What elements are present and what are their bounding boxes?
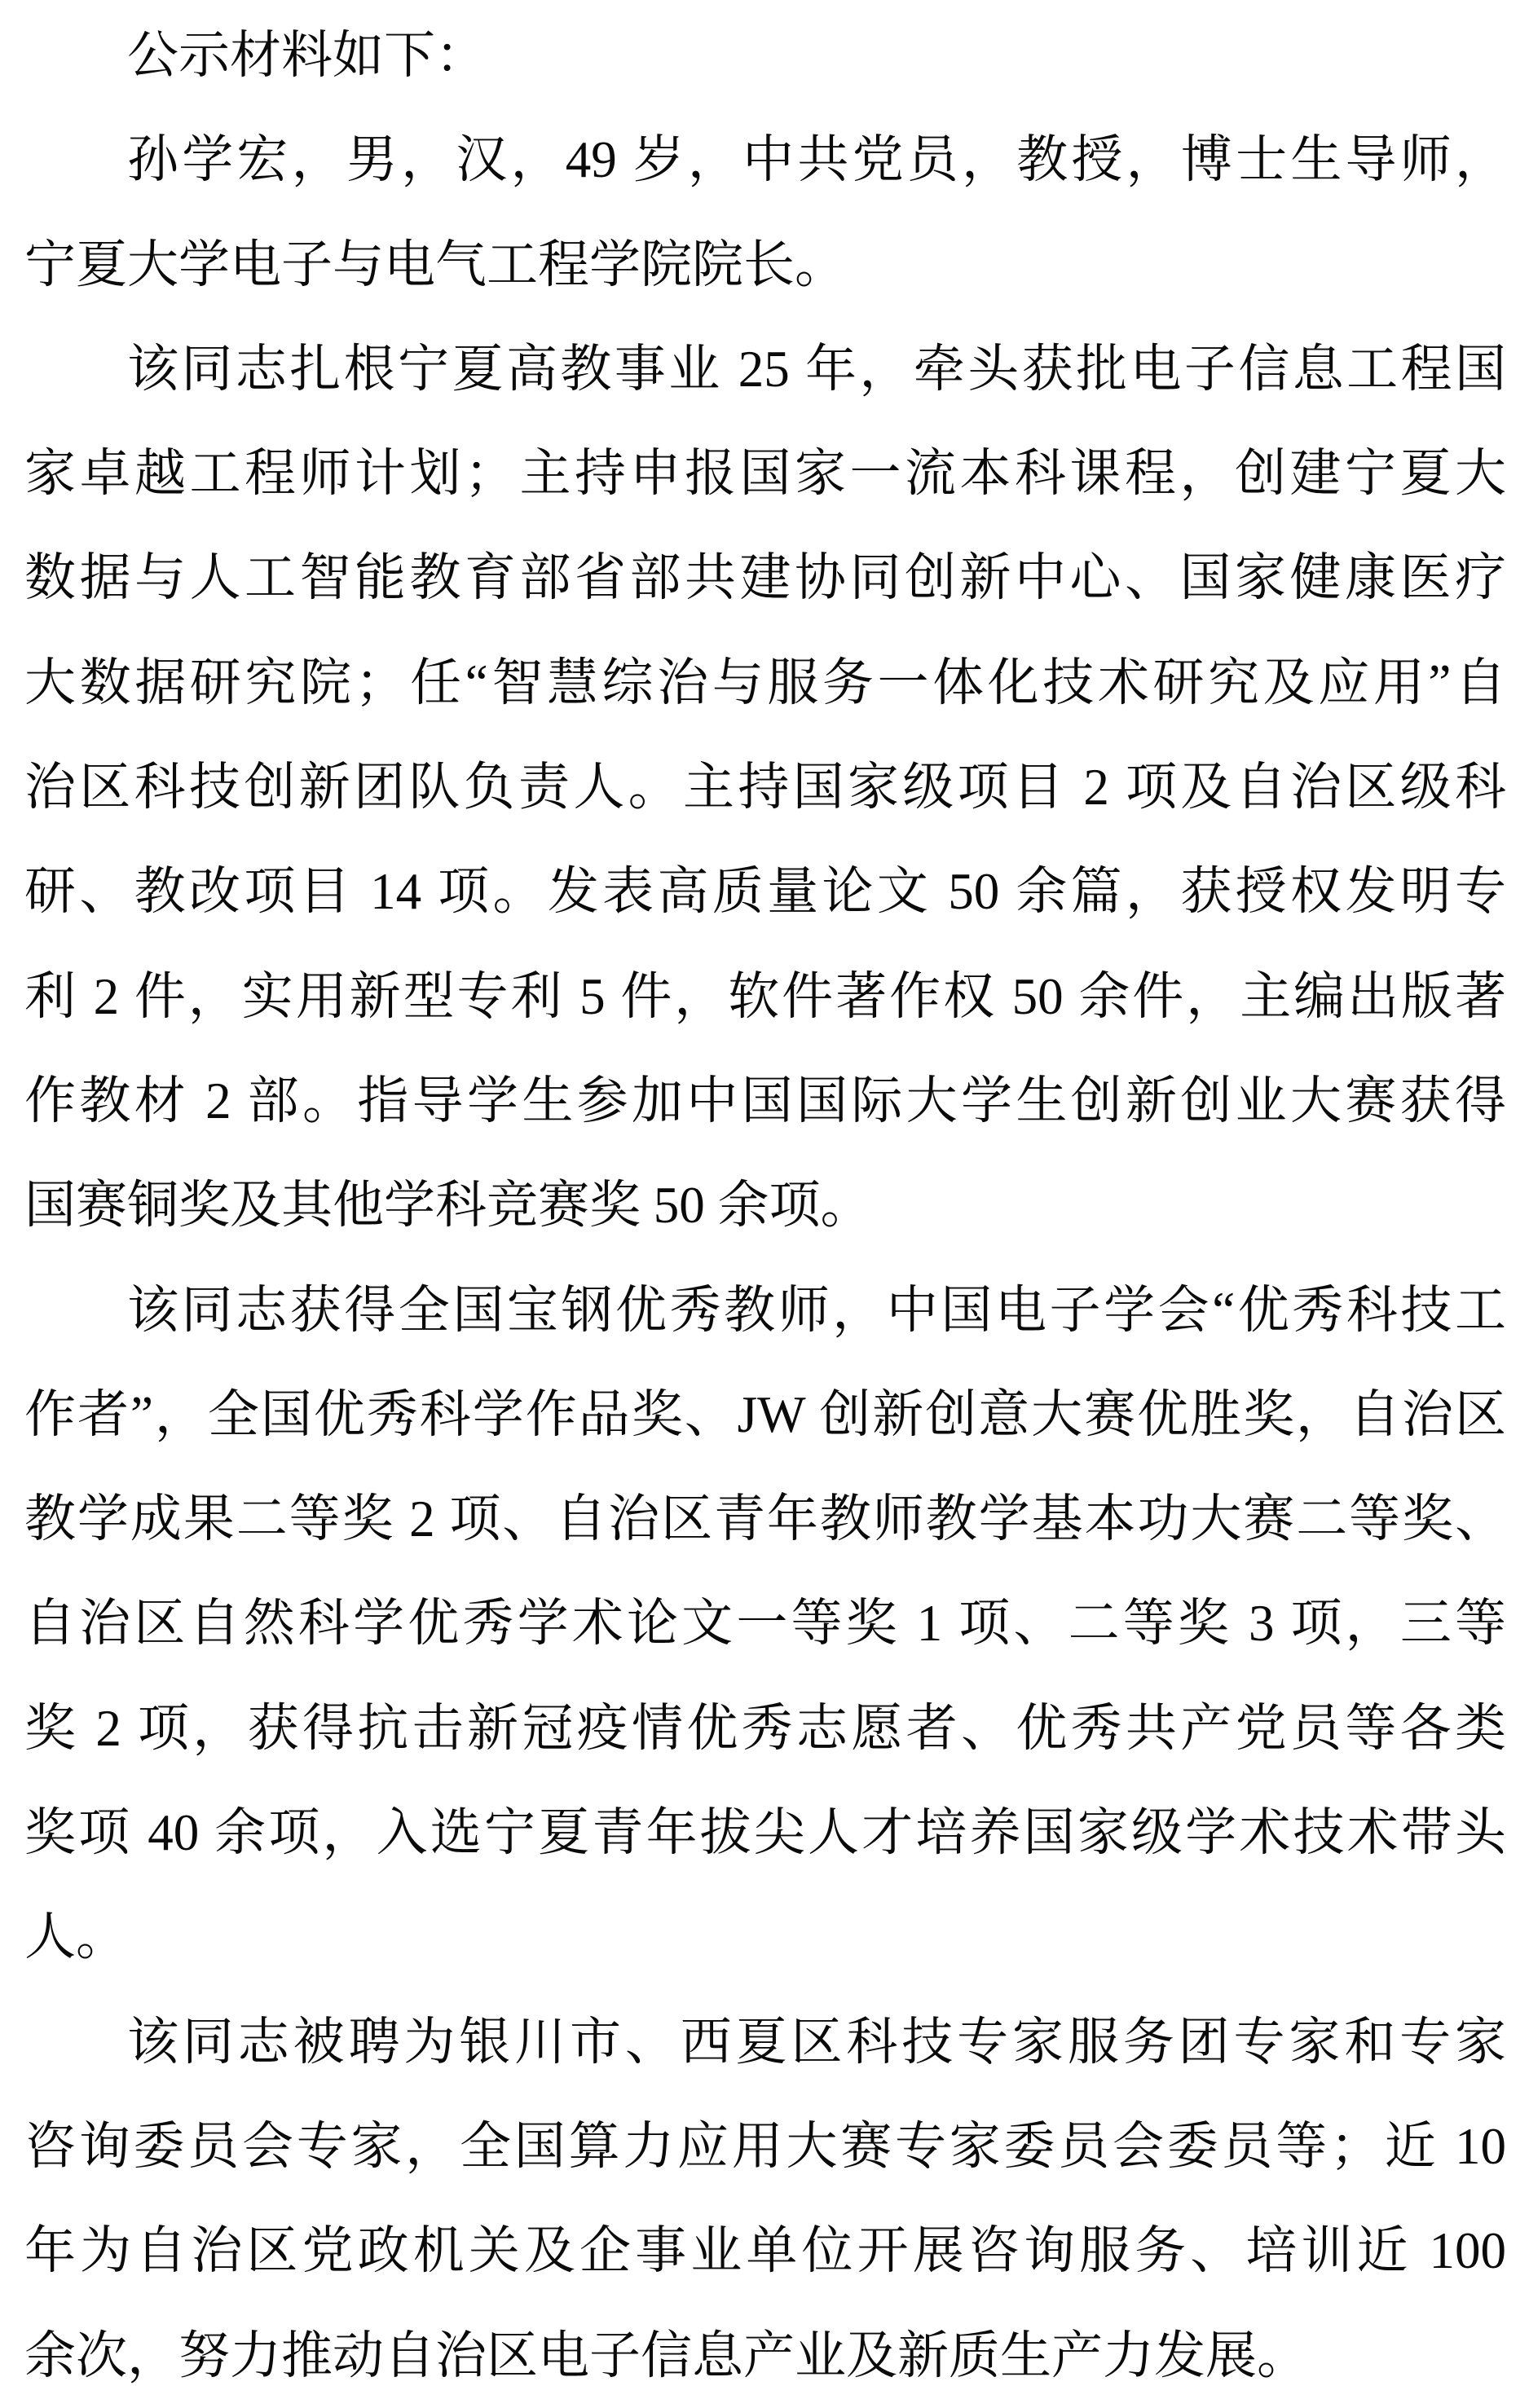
text-line: 作者”，全国优秀科学作品奖、JW 创新创意大赛优胜奖，自治区 bbox=[24, 1385, 1506, 1443]
text-line: 该同志获得全国宝钢优秀教师，中国电子学会“优秀科技工 bbox=[127, 1281, 1506, 1339]
text-line: 孙学宏，男，汉，49 岁，中共党员，教授，博士生导师， bbox=[127, 131, 1506, 189]
text-line: 研、教改项目 14 项。发表高质量论文 50 余篇，获授权发明专 bbox=[24, 863, 1506, 921]
text-line: 奖 2 项，获得抗击新冠疫情优秀志愿者、优秀共产党员等各类 bbox=[24, 1699, 1506, 1757]
text-line: 年为自治区党政机关及企事业单位开展咨询服务、培训近 100 bbox=[24, 2222, 1506, 2280]
text-line: 教学成果二等奖 2 项、自治区青年教师教学基本功大赛二等奖、 bbox=[24, 1490, 1506, 1548]
text-line: 国赛铜奖及其他学科竞赛奖 50 余项。 bbox=[24, 1177, 872, 1235]
text-line: 数据与人工智能教育部省部共建协同创新中心、国家健康医疗 bbox=[24, 549, 1506, 607]
text-line: 利 2 件，实用新型专利 5 件，软件著作权 50 余件，主编出版著 bbox=[24, 967, 1506, 1025]
text-line: 该同志扎根宁夏高教事业 25 年，牵头获批电子信息工程国 bbox=[127, 340, 1506, 398]
text-line: 宁夏大学电子与电气工程学院院长。 bbox=[24, 236, 846, 293]
text-line: 自治区自然科学优秀学术论文一等奖 1 项、二等奖 3 项，三等 bbox=[24, 1595, 1506, 1653]
text-line: 治区科技创新团队负责人。主持国家级项目 2 项及自治区级科 bbox=[24, 759, 1506, 817]
text-line: 人。 bbox=[24, 1908, 127, 1966]
text-line: 该同志被聘为银川市、西夏区科技专家服务团专家和专家 bbox=[127, 2013, 1506, 2071]
intro-line: 公示材料如下： bbox=[127, 27, 487, 84]
text-line: 家卓越工程师计划；主持申报国家一流本科课程，创建宁夏大 bbox=[24, 445, 1506, 503]
text-line: 奖项 40 余项，入选宁夏青年拔尖人才培养国家级学术技术带头 bbox=[24, 1804, 1506, 1862]
text-line: 大数据研究院；任“智慧综治与服务一体化技术研究及应用”自 bbox=[24, 654, 1506, 711]
text-line: 作教材 2 部。指导学生参加中国国际大学生创新创业大赛获得 bbox=[24, 1072, 1506, 1129]
text-line: 余次，努力推动自治区电子信息产业及新质生产力发展。 bbox=[24, 2327, 1308, 2384]
text-line: 咨询委员会专家，全国算力应用大赛专家委员会委员等；近 10 bbox=[24, 2117, 1506, 2175]
